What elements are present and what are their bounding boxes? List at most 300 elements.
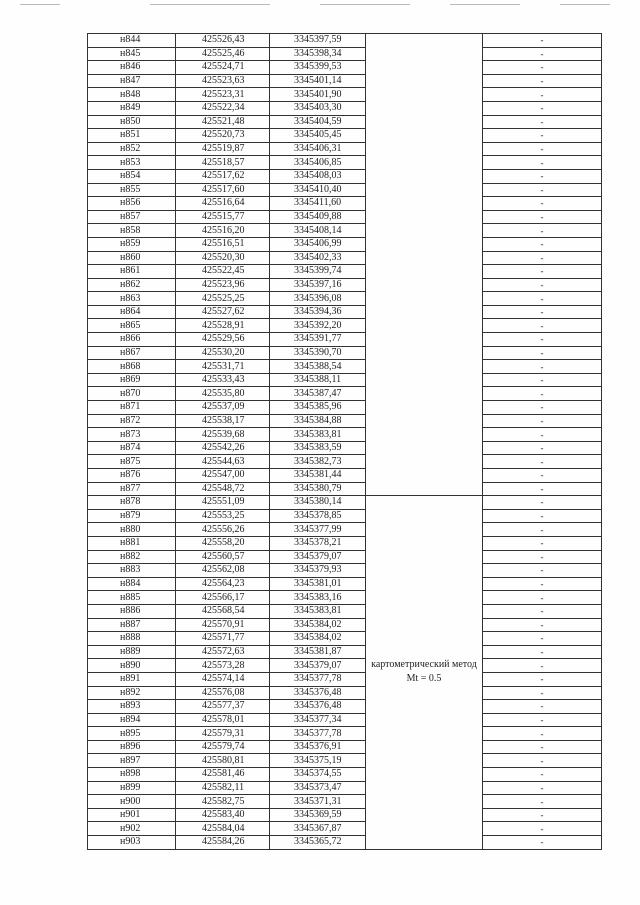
accuracy-cell: - bbox=[483, 564, 602, 578]
point-name-cell: н896 bbox=[88, 740, 176, 754]
accuracy-cell: - bbox=[483, 251, 602, 265]
point-name-cell: н877 bbox=[88, 482, 176, 496]
x-coordinate-cell: 425525,46 bbox=[176, 47, 270, 61]
x-coordinate-cell: 425582,11 bbox=[176, 781, 270, 795]
x-coordinate-cell: 425574,14 bbox=[176, 672, 270, 686]
table-row bbox=[88, 292, 602, 306]
accuracy-cell: - bbox=[483, 346, 602, 360]
y-coordinate-cell: 3345406,85 bbox=[270, 156, 366, 170]
y-coordinate-cell: 3345383,59 bbox=[270, 441, 366, 455]
y-coordinate-cell: 3345367,87 bbox=[270, 822, 366, 836]
accuracy-cell: - bbox=[483, 74, 602, 88]
y-coordinate-cell: 3345396,08 bbox=[270, 292, 366, 306]
x-coordinate-cell: 425579,74 bbox=[176, 740, 270, 754]
y-coordinate-cell: 3345365,72 bbox=[270, 836, 366, 850]
x-coordinate-cell: 425530,20 bbox=[176, 346, 270, 360]
x-coordinate-cell: 425570,91 bbox=[176, 618, 270, 632]
y-coordinate-cell: 3345381,44 bbox=[270, 469, 366, 483]
table-row bbox=[88, 740, 602, 754]
point-name-cell: н848 bbox=[88, 88, 176, 102]
accuracy-cell: - bbox=[483, 577, 602, 591]
table-row bbox=[88, 836, 602, 850]
point-name-cell: н898 bbox=[88, 768, 176, 782]
y-coordinate-cell: 3345377,78 bbox=[270, 727, 366, 741]
table-row bbox=[88, 346, 602, 360]
point-name-cell: н886 bbox=[88, 604, 176, 618]
x-coordinate-cell: 425523,31 bbox=[176, 88, 270, 102]
x-coordinate-cell: 425520,73 bbox=[176, 129, 270, 143]
table-row bbox=[88, 604, 602, 618]
table-row bbox=[88, 183, 602, 197]
y-coordinate-cell: 3345398,34 bbox=[270, 47, 366, 61]
y-coordinate-cell: 3345384,88 bbox=[270, 414, 366, 428]
scan-artifact bbox=[560, 4, 610, 5]
point-name-cell: н873 bbox=[88, 428, 176, 442]
y-coordinate-cell: 3345408,03 bbox=[270, 169, 366, 183]
table-row bbox=[88, 305, 602, 319]
point-name-cell: н871 bbox=[88, 401, 176, 415]
accuracy-cell: - bbox=[483, 387, 602, 401]
x-coordinate-cell: 425527,62 bbox=[176, 305, 270, 319]
point-name-cell: н853 bbox=[88, 156, 176, 170]
accuracy-cell: - bbox=[483, 101, 602, 115]
point-name-cell: н859 bbox=[88, 237, 176, 251]
table-row bbox=[88, 672, 602, 686]
method-cell bbox=[366, 34, 483, 496]
x-coordinate-cell: 425516,51 bbox=[176, 237, 270, 251]
y-coordinate-cell: 3345404,59 bbox=[270, 115, 366, 129]
point-name-cell: н849 bbox=[88, 101, 176, 115]
accuracy-cell: - bbox=[483, 265, 602, 279]
table-row bbox=[88, 401, 602, 415]
accuracy-cell: - bbox=[483, 360, 602, 374]
table-row bbox=[88, 101, 602, 115]
x-coordinate-cell: 425560,57 bbox=[176, 550, 270, 564]
table-row bbox=[88, 115, 602, 129]
y-coordinate-cell: 3345369,59 bbox=[270, 808, 366, 822]
x-coordinate-cell: 425525,25 bbox=[176, 292, 270, 306]
y-coordinate-cell: 3345379,07 bbox=[270, 550, 366, 564]
table-row bbox=[88, 523, 602, 537]
point-name-cell: н845 bbox=[88, 47, 176, 61]
accuracy-cell: - bbox=[483, 278, 602, 292]
table-row bbox=[88, 88, 602, 102]
accuracy-cell: - bbox=[483, 836, 602, 850]
x-coordinate-cell: 425580,81 bbox=[176, 754, 270, 768]
x-coordinate-cell: 425535,80 bbox=[176, 387, 270, 401]
y-coordinate-cell: 3345401,90 bbox=[270, 88, 366, 102]
point-name-cell: н856 bbox=[88, 197, 176, 211]
table-row bbox=[88, 265, 602, 279]
y-coordinate-cell: 3345385,96 bbox=[270, 401, 366, 415]
y-coordinate-cell: 3345384,02 bbox=[270, 618, 366, 632]
table-row bbox=[88, 414, 602, 428]
x-coordinate-cell: 425571,77 bbox=[176, 632, 270, 646]
table-row bbox=[88, 496, 602, 510]
accuracy-cell: - bbox=[483, 34, 602, 48]
x-coordinate-cell: 425544,63 bbox=[176, 455, 270, 469]
point-name-cell: н897 bbox=[88, 754, 176, 768]
point-name-cell: н872 bbox=[88, 414, 176, 428]
point-name-cell: н901 bbox=[88, 808, 176, 822]
point-name-cell: н900 bbox=[88, 795, 176, 809]
x-coordinate-cell: 425517,60 bbox=[176, 183, 270, 197]
point-name-cell: н852 bbox=[88, 142, 176, 156]
table-row bbox=[88, 795, 602, 809]
x-coordinate-cell: 425539,68 bbox=[176, 428, 270, 442]
accuracy-cell: - bbox=[483, 373, 602, 387]
x-coordinate-cell: 425521,48 bbox=[176, 115, 270, 129]
point-name-cell: н885 bbox=[88, 591, 176, 605]
x-coordinate-cell: 425517,62 bbox=[176, 169, 270, 183]
y-coordinate-cell: 3345392,20 bbox=[270, 319, 366, 333]
x-coordinate-cell: 425553,25 bbox=[176, 509, 270, 523]
table-row bbox=[88, 564, 602, 578]
table-row bbox=[88, 428, 602, 442]
table-row bbox=[88, 808, 602, 822]
y-coordinate-cell: 3345390,70 bbox=[270, 346, 366, 360]
point-name-cell: н862 bbox=[88, 278, 176, 292]
point-name-cell: н890 bbox=[88, 659, 176, 673]
accuracy-cell: - bbox=[483, 183, 602, 197]
scan-artifact bbox=[20, 4, 60, 5]
table-row bbox=[88, 197, 602, 211]
table-row bbox=[88, 156, 602, 170]
y-coordinate-cell: 3345388,54 bbox=[270, 360, 366, 374]
table-row bbox=[88, 441, 602, 455]
accuracy-cell: - bbox=[483, 401, 602, 415]
accuracy-cell: - bbox=[483, 632, 602, 646]
accuracy-cell: - bbox=[483, 47, 602, 61]
y-coordinate-cell: 3345403,30 bbox=[270, 101, 366, 115]
x-coordinate-cell: 425572,63 bbox=[176, 645, 270, 659]
point-name-cell: н866 bbox=[88, 333, 176, 347]
y-coordinate-cell: 3345380,14 bbox=[270, 496, 366, 510]
table-row bbox=[88, 591, 602, 605]
accuracy-cell: - bbox=[483, 129, 602, 143]
table-row bbox=[88, 645, 602, 659]
table-row bbox=[88, 550, 602, 564]
y-coordinate-cell: 3345377,78 bbox=[270, 672, 366, 686]
y-coordinate-cell: 3345399,74 bbox=[270, 265, 366, 279]
x-coordinate-cell: 425581,46 bbox=[176, 768, 270, 782]
accuracy-cell: - bbox=[483, 740, 602, 754]
x-coordinate-cell: 425523,96 bbox=[176, 278, 270, 292]
accuracy-cell: - bbox=[483, 672, 602, 686]
y-coordinate-cell: 3345376,91 bbox=[270, 740, 366, 754]
accuracy-cell: - bbox=[483, 550, 602, 564]
table-row bbox=[88, 360, 602, 374]
accuracy-cell: - bbox=[483, 333, 602, 347]
x-coordinate-cell: 425548,72 bbox=[176, 482, 270, 496]
y-coordinate-cell: 3345409,88 bbox=[270, 210, 366, 224]
point-name-cell: н876 bbox=[88, 469, 176, 483]
y-coordinate-cell: 3345387,47 bbox=[270, 387, 366, 401]
table-row bbox=[88, 781, 602, 795]
x-coordinate-cell: 425538,17 bbox=[176, 414, 270, 428]
accuracy-cell: - bbox=[483, 142, 602, 156]
table-row bbox=[88, 251, 602, 265]
point-name-cell: н883 bbox=[88, 564, 176, 578]
y-coordinate-cell: 3345394,36 bbox=[270, 305, 366, 319]
x-coordinate-cell: 425577,37 bbox=[176, 700, 270, 714]
table-row bbox=[88, 686, 602, 700]
table-row bbox=[88, 142, 602, 156]
x-coordinate-cell: 425526,43 bbox=[176, 34, 270, 48]
point-name-cell: н884 bbox=[88, 577, 176, 591]
point-name-cell: н851 bbox=[88, 129, 176, 143]
point-name-cell: н857 bbox=[88, 210, 176, 224]
table-row bbox=[88, 632, 602, 646]
accuracy-cell: - bbox=[483, 469, 602, 483]
point-name-cell: н893 bbox=[88, 700, 176, 714]
scan-artifact bbox=[150, 4, 270, 5]
x-coordinate-cell: 425515,77 bbox=[176, 210, 270, 224]
y-coordinate-cell: 3345373,47 bbox=[270, 781, 366, 795]
accuracy-cell: - bbox=[483, 197, 602, 211]
accuracy-cell: - bbox=[483, 523, 602, 537]
table-row bbox=[88, 727, 602, 741]
accuracy-cell: - bbox=[483, 414, 602, 428]
table-row bbox=[88, 237, 602, 251]
accuracy-cell: - bbox=[483, 700, 602, 714]
accuracy-cell: - bbox=[483, 808, 602, 822]
x-coordinate-cell: 425528,91 bbox=[176, 319, 270, 333]
x-coordinate-cell: 425582,75 bbox=[176, 795, 270, 809]
y-coordinate-cell: 3345410,40 bbox=[270, 183, 366, 197]
table-row bbox=[88, 34, 602, 48]
point-name-cell: н867 bbox=[88, 346, 176, 360]
x-coordinate-cell: 425556,26 bbox=[176, 523, 270, 537]
point-name-cell: н865 bbox=[88, 319, 176, 333]
table-row bbox=[88, 713, 602, 727]
y-coordinate-cell: 3345411,60 bbox=[270, 197, 366, 211]
point-name-cell: н891 bbox=[88, 672, 176, 686]
y-coordinate-cell: 3345383,16 bbox=[270, 591, 366, 605]
y-coordinate-cell: 3345401,14 bbox=[270, 74, 366, 88]
point-name-cell: н864 bbox=[88, 305, 176, 319]
table-row bbox=[88, 224, 602, 238]
table-row bbox=[88, 659, 602, 673]
y-coordinate-cell: 3345376,48 bbox=[270, 700, 366, 714]
accuracy-cell: - bbox=[483, 156, 602, 170]
x-coordinate-cell: 425519,87 bbox=[176, 142, 270, 156]
x-coordinate-cell: 425547,00 bbox=[176, 469, 270, 483]
x-coordinate-cell: 425568,54 bbox=[176, 604, 270, 618]
y-coordinate-cell: 3345374,55 bbox=[270, 768, 366, 782]
y-coordinate-cell: 3345376,48 bbox=[270, 686, 366, 700]
y-coordinate-cell: 3345379,93 bbox=[270, 564, 366, 578]
table-row bbox=[88, 469, 602, 483]
table-row bbox=[88, 536, 602, 550]
x-coordinate-cell: 425537,09 bbox=[176, 401, 270, 415]
x-coordinate-cell: 425566,17 bbox=[176, 591, 270, 605]
table-row bbox=[88, 129, 602, 143]
point-name-cell: н861 bbox=[88, 265, 176, 279]
point-name-cell: н846 bbox=[88, 61, 176, 75]
accuracy-cell: - bbox=[483, 169, 602, 183]
table-row bbox=[88, 333, 602, 347]
point-name-cell: н882 bbox=[88, 550, 176, 564]
y-coordinate-cell: 3345382,73 bbox=[270, 455, 366, 469]
x-coordinate-cell: 425529,56 bbox=[176, 333, 270, 347]
point-name-cell: н881 bbox=[88, 536, 176, 550]
point-name-cell: н888 bbox=[88, 632, 176, 646]
point-name-cell: н875 bbox=[88, 455, 176, 469]
table-row bbox=[88, 768, 602, 782]
y-coordinate-cell: 3345381,01 bbox=[270, 577, 366, 591]
point-name-cell: н870 bbox=[88, 387, 176, 401]
table-row bbox=[88, 278, 602, 292]
point-name-cell: н902 bbox=[88, 822, 176, 836]
x-coordinate-cell: 425584,26 bbox=[176, 836, 270, 850]
accuracy-cell: - bbox=[483, 659, 602, 673]
scan-artifact bbox=[320, 4, 410, 5]
accuracy-cell: - bbox=[483, 536, 602, 550]
table-row bbox=[88, 210, 602, 224]
method-cell: картометрический метод Mt = 0.5 bbox=[366, 496, 483, 849]
accuracy-cell: - bbox=[483, 781, 602, 795]
table-row bbox=[88, 754, 602, 768]
y-coordinate-cell: 3345371,31 bbox=[270, 795, 366, 809]
x-coordinate-cell: 425564,23 bbox=[176, 577, 270, 591]
y-coordinate-cell: 3345399,53 bbox=[270, 61, 366, 75]
x-coordinate-cell: 425576,08 bbox=[176, 686, 270, 700]
accuracy-cell: - bbox=[483, 292, 602, 306]
y-coordinate-cell: 3345384,02 bbox=[270, 632, 366, 646]
point-name-cell: н903 bbox=[88, 836, 176, 850]
accuracy-cell: - bbox=[483, 795, 602, 809]
point-name-cell: н895 bbox=[88, 727, 176, 741]
y-coordinate-cell: 3345402,33 bbox=[270, 251, 366, 265]
accuracy-cell: - bbox=[483, 305, 602, 319]
point-name-cell: н874 bbox=[88, 441, 176, 455]
table-row bbox=[88, 319, 602, 333]
x-coordinate-cell: 425523,63 bbox=[176, 74, 270, 88]
table-row bbox=[88, 455, 602, 469]
table-row bbox=[88, 618, 602, 632]
y-coordinate-cell: 3345381,87 bbox=[270, 645, 366, 659]
y-coordinate-cell: 3345406,99 bbox=[270, 237, 366, 251]
y-coordinate-cell: 3345406,31 bbox=[270, 142, 366, 156]
point-name-cell: н889 bbox=[88, 645, 176, 659]
accuracy-cell: - bbox=[483, 713, 602, 727]
table-row bbox=[88, 482, 602, 496]
x-coordinate-cell: 425583,40 bbox=[176, 808, 270, 822]
x-coordinate-cell: 425531,71 bbox=[176, 360, 270, 374]
table-row bbox=[88, 169, 602, 183]
table-row bbox=[88, 822, 602, 836]
accuracy-cell: - bbox=[483, 210, 602, 224]
x-coordinate-cell: 425520,30 bbox=[176, 251, 270, 265]
x-coordinate-cell: 425579,31 bbox=[176, 727, 270, 741]
accuracy-cell: - bbox=[483, 237, 602, 251]
y-coordinate-cell: 3345380,79 bbox=[270, 482, 366, 496]
x-coordinate-cell: 425522,34 bbox=[176, 101, 270, 115]
y-coordinate-cell: 3345378,85 bbox=[270, 509, 366, 523]
x-coordinate-cell: 425542,26 bbox=[176, 441, 270, 455]
y-coordinate-cell: 3345377,99 bbox=[270, 523, 366, 537]
table-row bbox=[88, 700, 602, 714]
accuracy-cell: - bbox=[483, 618, 602, 632]
accuracy-cell: - bbox=[483, 61, 602, 75]
point-name-cell: н894 bbox=[88, 713, 176, 727]
y-coordinate-cell: 3345378,21 bbox=[270, 536, 366, 550]
accuracy-cell: - bbox=[483, 727, 602, 741]
accuracy-cell: - bbox=[483, 591, 602, 605]
y-coordinate-cell: 3345391,77 bbox=[270, 333, 366, 347]
x-coordinate-cell: 425522,45 bbox=[176, 265, 270, 279]
x-coordinate-cell: 425578,01 bbox=[176, 713, 270, 727]
accuracy-cell: - bbox=[483, 319, 602, 333]
point-name-cell: н878 bbox=[88, 496, 176, 510]
point-name-cell: н892 bbox=[88, 686, 176, 700]
coordinates-table bbox=[87, 33, 602, 850]
table-row bbox=[88, 577, 602, 591]
point-name-cell: н868 bbox=[88, 360, 176, 374]
point-name-cell: н844 bbox=[88, 34, 176, 48]
table-row bbox=[88, 373, 602, 387]
x-coordinate-cell: 425516,64 bbox=[176, 197, 270, 211]
x-coordinate-cell: 425573,28 bbox=[176, 659, 270, 673]
x-coordinate-cell: 425584,04 bbox=[176, 822, 270, 836]
point-name-cell: н879 bbox=[88, 509, 176, 523]
point-name-cell: н855 bbox=[88, 183, 176, 197]
accuracy-cell: - bbox=[483, 496, 602, 510]
x-coordinate-cell: 425533,43 bbox=[176, 373, 270, 387]
accuracy-cell: - bbox=[483, 754, 602, 768]
point-name-cell: н850 bbox=[88, 115, 176, 129]
y-coordinate-cell: 3345377,34 bbox=[270, 713, 366, 727]
y-coordinate-cell: 3345388,11 bbox=[270, 373, 366, 387]
y-coordinate-cell: 3345397,16 bbox=[270, 278, 366, 292]
accuracy-cell: - bbox=[483, 455, 602, 469]
x-coordinate-cell: 425551,09 bbox=[176, 496, 270, 510]
x-coordinate-cell: 425516,20 bbox=[176, 224, 270, 238]
y-coordinate-cell: 3345383,81 bbox=[270, 604, 366, 618]
y-coordinate-cell: 3345408,14 bbox=[270, 224, 366, 238]
point-name-cell: н869 bbox=[88, 373, 176, 387]
accuracy-cell: - bbox=[483, 482, 602, 496]
point-name-cell: н858 bbox=[88, 224, 176, 238]
y-coordinate-cell: 3345379,07 bbox=[270, 659, 366, 673]
point-name-cell: н854 bbox=[88, 169, 176, 183]
accuracy-cell: - bbox=[483, 604, 602, 618]
accuracy-cell: - bbox=[483, 822, 602, 836]
y-coordinate-cell: 3345397,59 bbox=[270, 34, 366, 48]
x-coordinate-cell: 425558,20 bbox=[176, 536, 270, 550]
x-coordinate-cell: 425518,57 bbox=[176, 156, 270, 170]
point-name-cell: н880 bbox=[88, 523, 176, 537]
point-name-cell: н899 bbox=[88, 781, 176, 795]
accuracy-cell: - bbox=[483, 441, 602, 455]
table-row bbox=[88, 509, 602, 523]
table-row bbox=[88, 47, 602, 61]
y-coordinate-cell: 3345375,19 bbox=[270, 754, 366, 768]
accuracy-cell: - bbox=[483, 768, 602, 782]
point-name-cell: н863 bbox=[88, 292, 176, 306]
accuracy-cell: - bbox=[483, 88, 602, 102]
table-row bbox=[88, 61, 602, 75]
table-row bbox=[88, 387, 602, 401]
x-coordinate-cell: 425562,08 bbox=[176, 564, 270, 578]
y-coordinate-cell: 3345383,81 bbox=[270, 428, 366, 442]
point-name-cell: н887 bbox=[88, 618, 176, 632]
accuracy-cell: - bbox=[483, 115, 602, 129]
point-name-cell: н860 bbox=[88, 251, 176, 265]
accuracy-cell: - bbox=[483, 645, 602, 659]
y-coordinate-cell: 3345405,45 bbox=[270, 129, 366, 143]
